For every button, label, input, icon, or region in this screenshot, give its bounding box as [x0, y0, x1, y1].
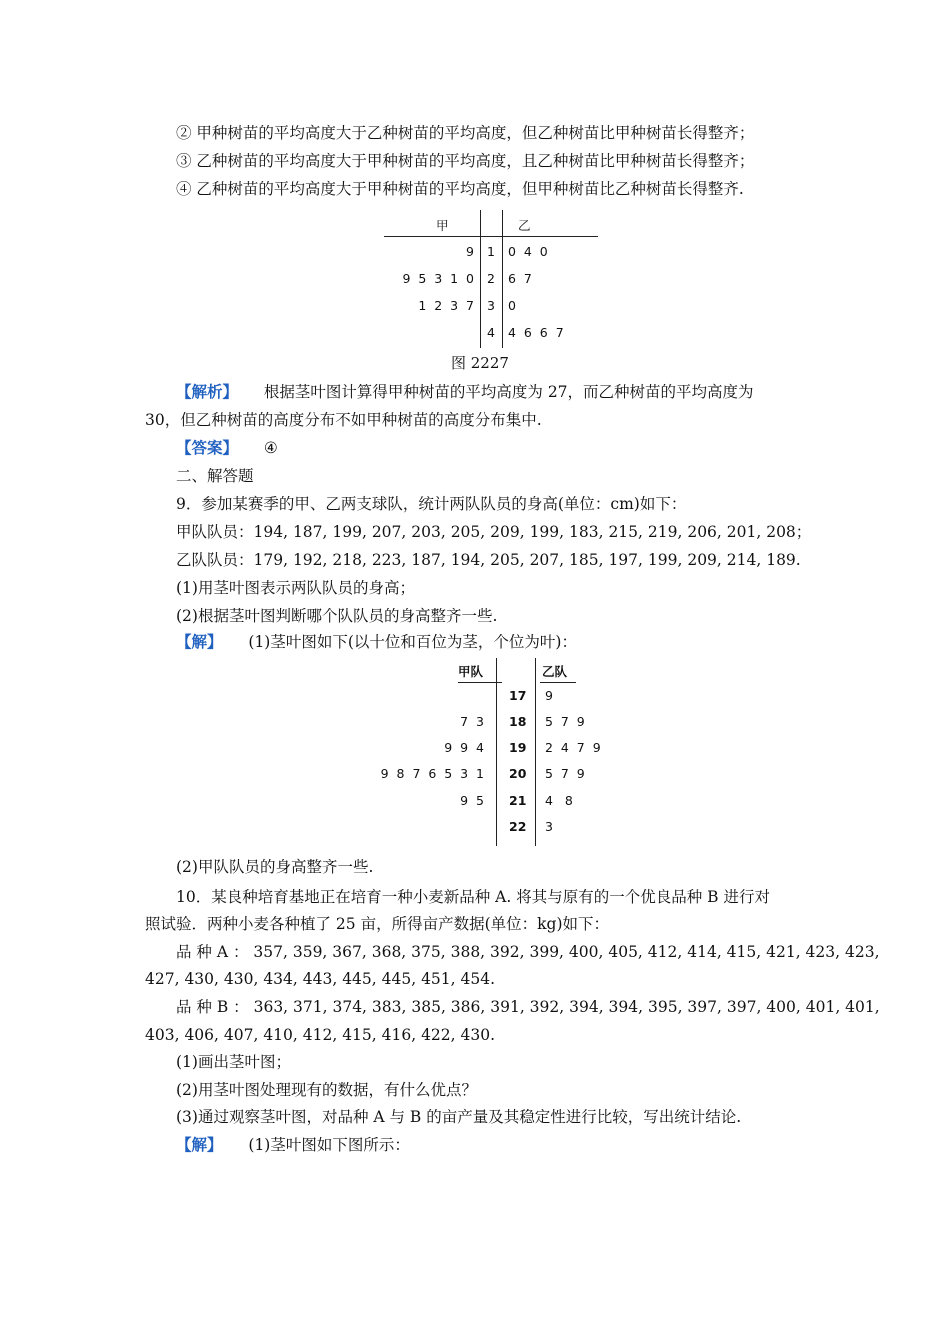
- leaf-left-row4: 9 8 7 6 5 3 1: [380, 766, 484, 781]
- analysis-label: 【解析】: [176, 382, 239, 401]
- q10-solution-text: (1)茎叶图如下图所示：: [248, 1136, 410, 1154]
- analysis-line-1: [176, 381, 754, 403]
- figure-caption: 图 2227: [451, 354, 509, 372]
- q9-part1: (1)用茎叶图表示两队队员的身高；: [176, 579, 415, 597]
- header-team-a: 甲队: [458, 664, 484, 679]
- leaf-right-row1: 0 4 0: [508, 244, 548, 259]
- statement-3: ③ 乙种树苗的平均高度大于甲种树苗的平均高度，且乙种树苗比甲种树苗长得整齐；: [176, 152, 755, 170]
- stem-row6: 22: [509, 819, 527, 834]
- leaf-left-row3: 1 2 3 7: [418, 298, 474, 313]
- leaf-right-row4: 5 7 9: [545, 766, 585, 781]
- leaf-right-row1: 9: [545, 688, 553, 703]
- statement-4: ④ 乙种树苗的平均高度大于甲种树苗的平均高度，但甲种树苗比乙种树苗长得整齐.: [176, 180, 744, 198]
- header-yi: 乙: [518, 218, 531, 233]
- leaf-left-row3: 9 9 4: [444, 740, 484, 755]
- q10-line-2: 照试验．两种小麦各种植了 25 亩，所得亩产数据(单位：kg)如下：: [145, 915, 609, 933]
- q10-solution-line: [176, 1134, 410, 1156]
- leaf-right-row5: 4 8: [545, 793, 573, 808]
- q9-team-a: 甲队队员：194, 187, 199, 207, 203, 205, 209, 199, 183, 215, 219, 206, 201, 208；: [176, 523, 812, 541]
- q10-variety-a-line-2: 427, 430, 430, 434, 443, 445, 445, 451, 454.: [145, 970, 496, 988]
- leaf-left-row5: 9 5: [460, 793, 484, 808]
- leaf-right-row4: 4 6 6 7: [508, 325, 564, 340]
- leaf-right-row3: 0: [508, 298, 516, 313]
- q10-line-1: 10．某良种培育基地正在培育一种小麦新品种 A. 将其与原有的一个优良品种 B 进行对: [176, 888, 770, 906]
- stem-row1: 17: [509, 688, 527, 703]
- stem-leaf-figure-1: [384, 210, 598, 350]
- q9-solution-label: 【解】: [176, 632, 223, 651]
- leaf-right-row2: 5 7 9: [545, 714, 585, 729]
- stem-row3: 19: [509, 740, 527, 755]
- q10-variety-b-line-1: 品 种 B ： 363, 371, 374, 383, 385, 386, 391, 392, 394, 394, 395, 397, 397, 400, 401, 401,: [176, 998, 880, 1016]
- header-team-b: 乙队: [542, 664, 568, 679]
- analysis-text-1: 根据茎叶图计算得甲种树苗的平均高度为 27，而乙种树苗的平均高度为: [263, 383, 754, 401]
- stem-divider-left: [480, 210, 481, 348]
- header-underline-right: [540, 682, 576, 683]
- leaf-right-row6: 3: [545, 819, 553, 834]
- header-jia: 甲: [436, 218, 449, 233]
- leaf-right-row2: 6 7: [508, 271, 532, 286]
- q9-part2: (2)根据茎叶图判断哪个队队员的身高整齐一些.: [176, 607, 498, 625]
- section-heading: 二、解答题: [176, 467, 254, 485]
- stem-divider-left: [496, 658, 497, 846]
- leaf-left-row2: 9 5 3 1 0: [402, 271, 474, 286]
- stem-divider-right: [502, 210, 503, 348]
- answer-value: ④: [263, 439, 278, 457]
- stem-row2: 18: [509, 714, 527, 729]
- q10-part3: (3)通过观察茎叶图，对品种 A 与 B 的亩产量及其稳定性进行比较，写出统计结论.: [176, 1108, 742, 1126]
- stem-row4: 4: [487, 325, 495, 340]
- leaf-left-row1: 9: [466, 244, 474, 259]
- stem-divider-right: [535, 658, 536, 846]
- q9-solution-line: [176, 631, 577, 653]
- stem-row2: 2: [487, 271, 495, 286]
- q9-team-b: 乙队队员：179, 192, 218, 223, 187, 194, 205, 207, 185, 197, 199, 209, 214, 189.: [176, 551, 801, 569]
- stem-row1: 1: [487, 244, 495, 259]
- q10-variety-b-line-2: 403, 406, 407, 410, 412, 415, 416, 422, 430.: [145, 1026, 496, 1044]
- analysis-line-2: 30，但乙种树苗的高度分布不如甲种树苗的高度分布集中.: [145, 411, 542, 429]
- leaf-left-row2: 7 3: [460, 714, 484, 729]
- answer-line: [176, 437, 278, 459]
- q10-part2: (2)用茎叶图处理现有的数据，有什么优点？: [176, 1081, 477, 1099]
- q10-solution-label: 【解】: [176, 1135, 223, 1154]
- stem-row3: 3: [487, 298, 495, 313]
- stem-row4: 20: [509, 766, 527, 781]
- q9-solution-text: (1)茎叶图如下(以十位和百位为茎，个位为叶)：: [248, 633, 577, 651]
- answer-label: 【答案】: [176, 438, 239, 457]
- stem-row5: 21: [509, 793, 527, 808]
- q10-part1: (1)画出茎叶图；: [176, 1053, 291, 1071]
- leaf-right-row3: 2 4 7 9: [545, 740, 601, 755]
- q10-variety-a-line-1: 品 种 A ： 357, 359, 367, 368, 375, 388, 392, 399, 400, 405, 412, 414, 415, 421, 423, 423,: [176, 943, 880, 961]
- q9-stem: 9．参加某赛季的甲、乙两支球队，统计两队队员的身高(单位：cm)如下：: [176, 495, 687, 513]
- q9-conclusion: (2)甲队队员的身高整齐一些.: [176, 858, 374, 876]
- statement-2: ② 甲种树苗的平均高度大于乙种树苗的平均高度，但乙种树苗比甲种树苗长得整齐；: [176, 124, 755, 142]
- stem-leaf-figure-2: [380, 658, 610, 846]
- header-divider: [384, 236, 598, 237]
